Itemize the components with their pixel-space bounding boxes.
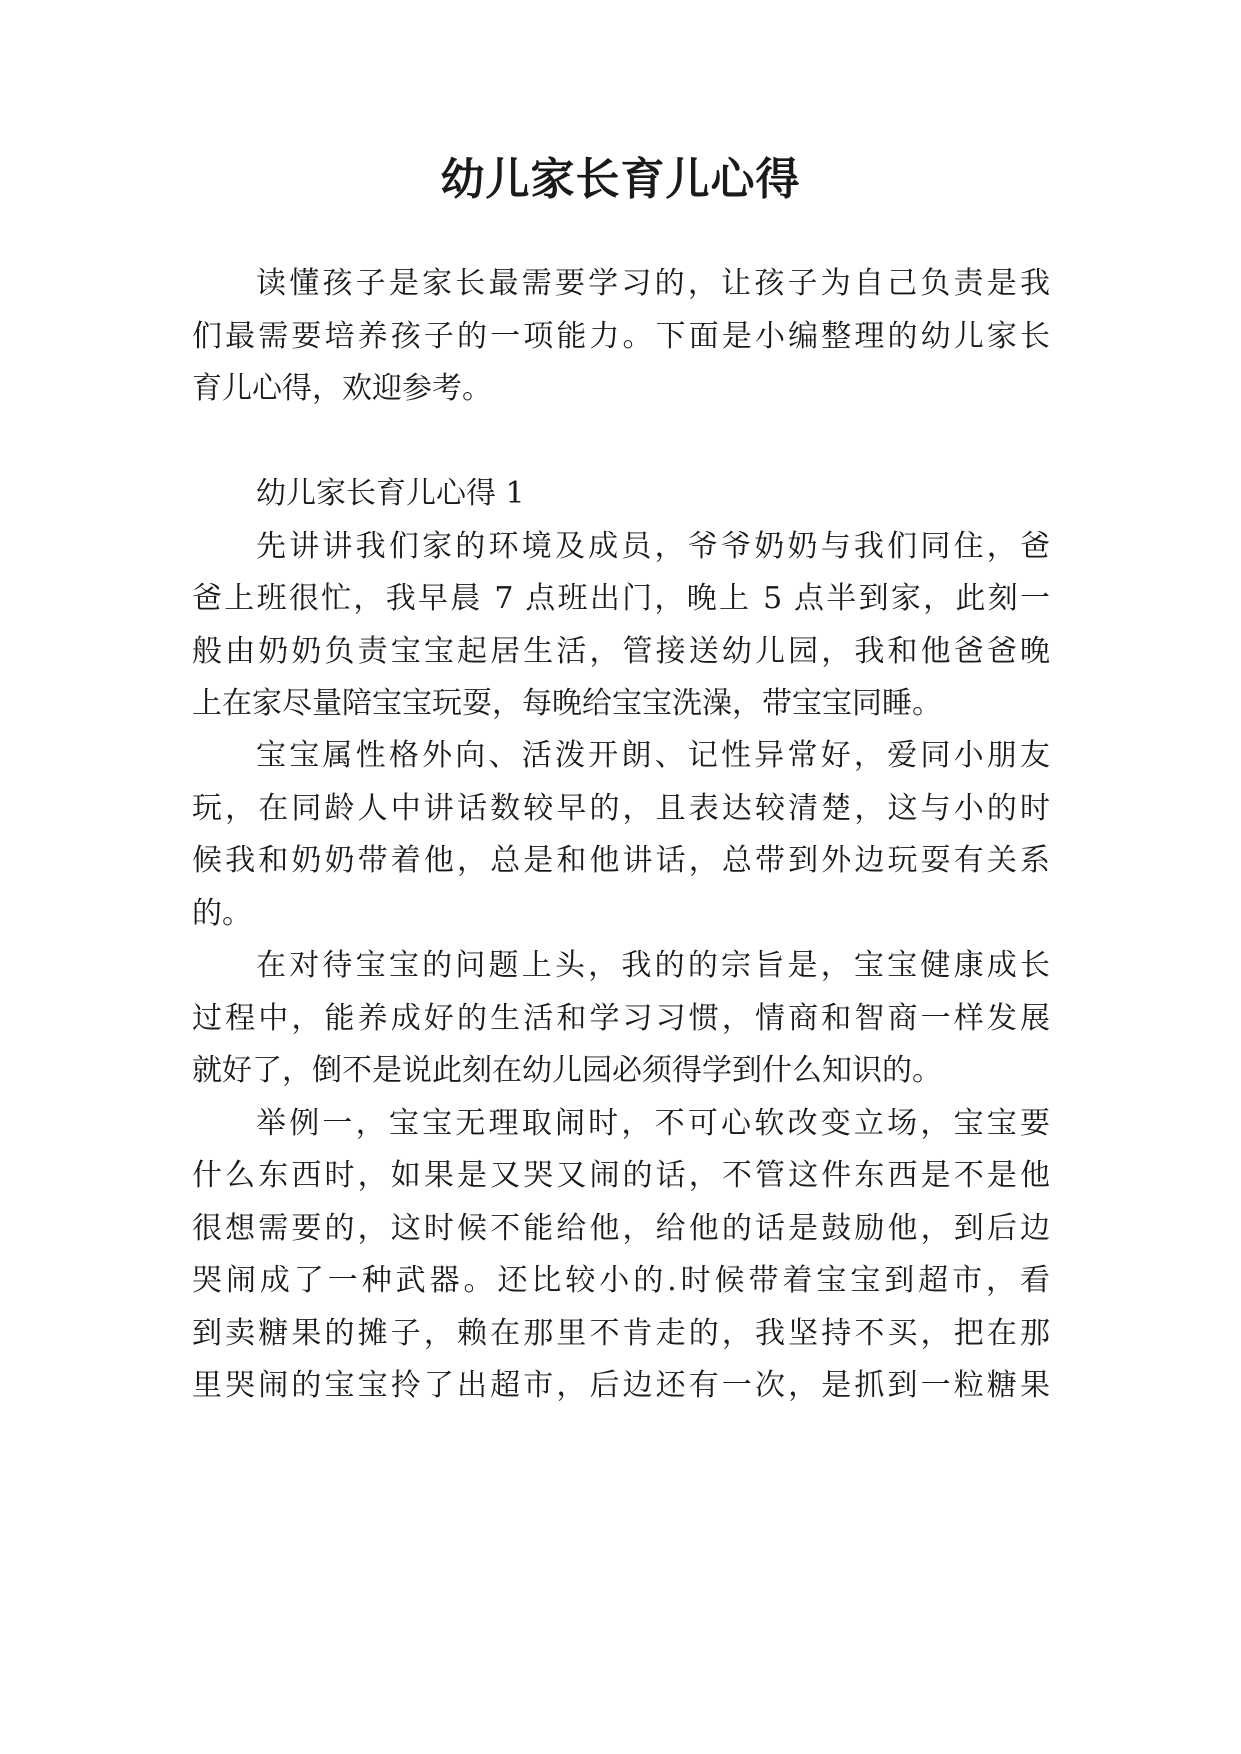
document-title: 幼儿家长育儿心得 [440, 154, 801, 205]
paragraph-line: 先讲讲我们家的环境及成员，爷爷奶奶与我们同住，爸 [256, 529, 1050, 564]
paragraph-line: 里哭闹的宝宝拎了出超市，后边还有一次，是抓到一粒糖果 [192, 1368, 1050, 1403]
paragraph-line: 很想需要的，这时候不能给他，给他的话是鼓励他，到后边 [192, 1211, 1050, 1246]
paragraph-line: 到卖糖果的摊子，赖在那里不肯走的，我坚持不买，把在那 [192, 1316, 1050, 1351]
paragraph-line: 就好了，倒不是说此刻在幼儿园必须得学到什么知识的。 [192, 1053, 942, 1088]
paragraph-line: 过程中，能养成好的生活和学习习惯，情商和智商一样发展 [192, 1001, 1050, 1036]
paragraph-line: 上在家尽量陪宝宝玩耍，每晚给宝宝洗澡，带宝宝同睡。 [192, 686, 942, 721]
section-heading: 幼儿家长育儿心得 1 [256, 476, 525, 511]
paragraph-line: 爸上班很忙，我早晨 7 点班出门，晚上 5 点半到家，此刻一 [192, 581, 1050, 616]
paragraph-line: 的。 [192, 896, 252, 931]
paragraph-line: 什么东西时，如果是又哭又闹的话，不管这件东西是不是他 [192, 1158, 1050, 1193]
paragraph-line: 举例一，宝宝无理取闹时，不可心软改变立场，宝宝要 [256, 1106, 1050, 1141]
intro-line: 们最需要培养孩子的一项能力。下面是小编整理的幼儿家长 [192, 319, 1050, 354]
intro-line: 读懂孩子是家长最需要学习的，让孩子为自己负责是我 [256, 266, 1050, 301]
paragraph-line: 般由奶奶负责宝宝起居生活，管接送幼儿园，我和他爸爸晚 [192, 634, 1050, 669]
paragraph-line: 宝宝属性格外向、活泼开朗、记性异常好，爱同小朋友 [256, 738, 1050, 773]
paragraph-line: 玩，在同龄人中讲话数较早的，且表达较清楚，这与小的时 [192, 791, 1050, 826]
paragraph-line: 候我和奶奶带着他，总是和他讲话，总带到外边玩耍有关系 [192, 843, 1050, 878]
paragraph-line: 哭闹成了一种武器。还比较小的.时候带着宝宝到超市，看 [192, 1263, 1050, 1298]
paragraph-line: 在对待宝宝的问题上头，我的的宗旨是，宝宝健康成长 [256, 948, 1050, 983]
intro-line: 育儿心得，欢迎参考。 [192, 371, 492, 406]
